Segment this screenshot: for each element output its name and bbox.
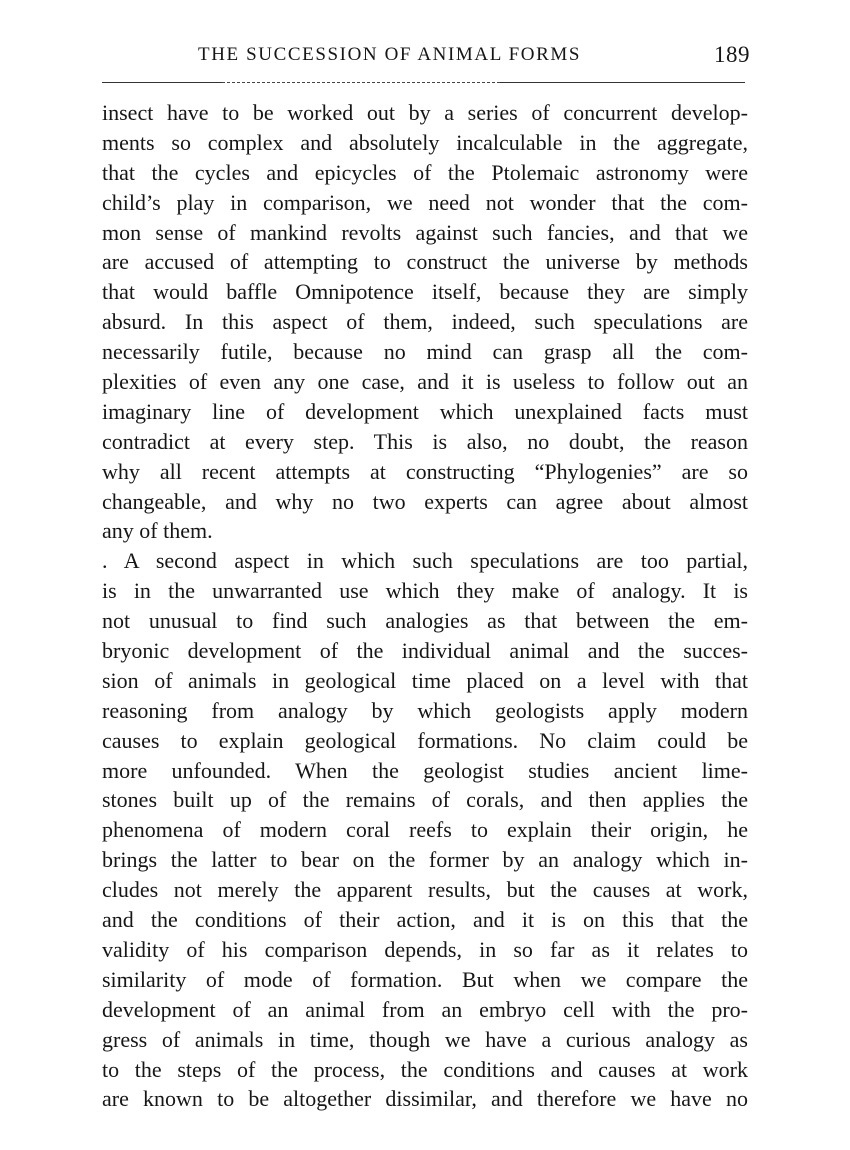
text-line: phenomena of modern coral reefs to explain their origin, he [102,817,748,843]
text-line: stones built up of the remains of corals, and then applies the [102,787,748,813]
header-rule-right-segment [500,82,745,83]
text-line: mon sense of mankind revolts against such fancies, and that we [102,219,748,245]
text-line: development of an animal from an embryo cell with the pro- [102,996,748,1022]
text-line: imaginary line of development which unexplained facts must [102,398,748,424]
text-line: changeable, and why no two experts can agree about almost [102,488,748,514]
text-line: sion of animals in geological time placed on a level with that [102,667,748,693]
text-line: why all recent attempts at constructing “Phylogenies” are so [102,458,748,484]
text-line: that would baffle Omnipotence itself, because they are simply [102,279,748,305]
paragraph-1 [102,98,748,546]
text-line: necessarily futile, because no mind can grasp all the com- [102,339,748,365]
body-text [102,98,748,1114]
text-line: that the cycles and epicycles of the Ptolemaic astronomy were [102,159,748,185]
header-rule-left-segment [102,82,222,83]
text-line: any of them. [102,518,213,544]
text-line: brings the latter to bear on the former by an analogy which in- [102,847,748,873]
text-line: . A second aspect in which such speculations are too partial, [102,548,748,574]
text-line: is in the unwarranted use which they make of analogy. It is [102,578,748,604]
text-line: ments so complex and absolutely incalculable in the aggregate, [102,129,748,155]
running-title: THE SUCCESSION OF ANIMAL FORMS [198,44,582,65]
text-line: similarity of mode of formation. But when we compare the [102,966,748,992]
text-line: absurd. In this aspect of them, indeed, such speculations are [102,309,748,335]
text-line: reasoning from analogy by which geologists apply modern [102,697,748,723]
text-line: to the steps of the process, the conditions and causes at work [102,1056,748,1082]
text-line: gress of animals in time, though we have a curious analogy as [102,1026,748,1052]
page-number: 189 [714,42,750,67]
text-line: not unusual to find such analogies as that between the em- [102,608,748,634]
text-line: are known to be altogether dissimilar, and therefore we have no [102,1086,748,1112]
text-line: and the conditions of their action, and it is on this that the [102,907,748,933]
text-line: plexities of even any one case, and it is useless to follow out an [102,369,748,395]
text-line: child’s play in comparison, we need not wonder that the com- [102,189,748,215]
paragraph-2 [102,546,748,1114]
text-line: are accused of attempting to construct the universe by methods [102,249,748,275]
text-line: more unfounded. When the geologist studies ancient lime- [102,757,748,783]
text-line: insect have to be worked out by a series of concurrent develop- [102,100,748,125]
text-line: contradict at every step. This is also, no doubt, the reason [102,428,748,454]
text-line: validity of his comparison depends, in so far as it relates to [102,936,748,962]
text-line: bryonic development of the individual animal and the succes- [102,638,748,664]
running-head [102,44,750,74]
text-line: causes to explain geological formations. No claim could be [102,727,748,753]
text-line: cludes not merely the apparent results, but the causes at work, [102,877,748,903]
